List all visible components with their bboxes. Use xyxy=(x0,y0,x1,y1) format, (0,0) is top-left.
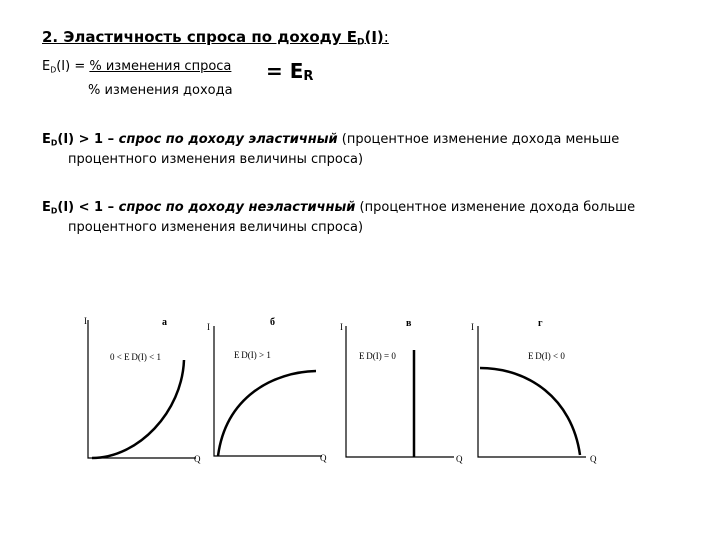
rule-elastic: $Е_D(I) > 1$ – спрос по доходу эластичный (процентное изменение дохода меньше xyxy=(42,132,620,148)
elasticity-formula: $Е_D(I)$ = % изменения спроса xyxy=(42,59,232,75)
graph-b-curve xyxy=(218,371,316,456)
graph-g-formula: E D(I) < 0 xyxy=(528,351,565,361)
graph-g-x-label: Q xyxy=(590,454,597,464)
er-symbol: = $Е_R$ xyxy=(266,59,314,84)
rule-inelastic-line2: процентного изменения величины спроса) xyxy=(68,220,364,235)
graph-b-letter: б xyxy=(270,317,275,328)
graph-v-formula: E D(I) = 0 xyxy=(359,351,396,361)
rule-inelastic: $Е_D(I) < 1$ – спрос по доходу неэластичный (процентное изменение дохода больше xyxy=(42,200,636,216)
formula-numerator: % изменения спроса xyxy=(89,59,232,74)
graph-g-y-label: I xyxy=(471,322,474,332)
graph-b xyxy=(204,316,334,470)
graph-g-curve xyxy=(480,368,580,455)
page-title: 2. Эластичность спроса по доходу $Е_D(I)$: xyxy=(42,28,389,48)
graph-v-x-label: Q xyxy=(456,454,463,464)
graph-v xyxy=(336,316,466,470)
graph-a-x-label: Q xyxy=(194,454,201,464)
graph-v-axes xyxy=(346,326,454,457)
rule-elastic-line2: процентного изменения величины спроса) xyxy=(68,152,364,167)
graph-v-letter: в xyxy=(406,318,412,329)
graph-b-axes xyxy=(214,326,322,456)
graph-a-curve xyxy=(92,360,184,458)
graph-b-formula: E D(I) > 1 xyxy=(234,350,271,360)
graph-a xyxy=(78,312,208,470)
graph-g-letter: г xyxy=(538,318,543,329)
formula-denominator: % изменения дохода xyxy=(88,83,233,98)
graph-b-y-label: I xyxy=(207,322,210,332)
graph-g xyxy=(468,316,598,470)
graph-g-axes xyxy=(478,326,586,457)
graph-v-y-label: I xyxy=(340,322,343,332)
graph-a-y-label: I xyxy=(84,316,87,326)
graph-b-x-label: Q xyxy=(320,453,327,463)
graph-a-formula: 0 < E D(I) < 1 xyxy=(110,352,161,362)
graph-a-letter: а xyxy=(162,317,167,328)
